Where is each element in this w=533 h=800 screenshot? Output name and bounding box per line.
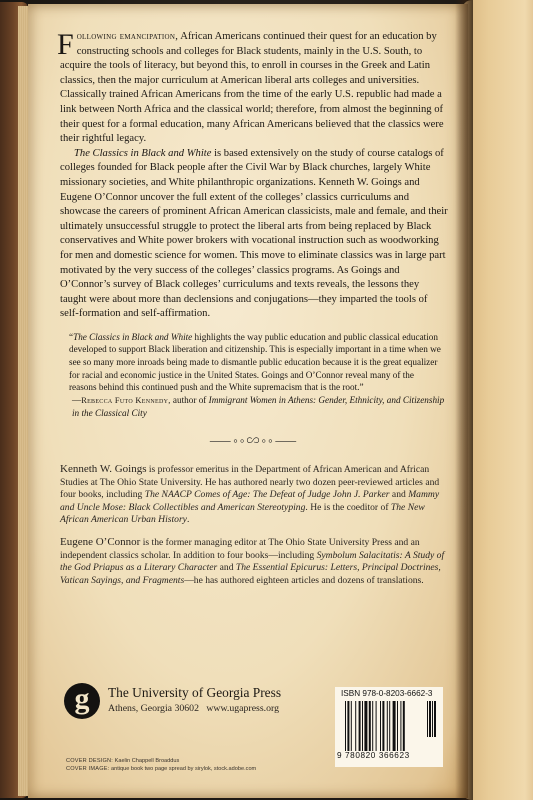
quote-open-mark: “ [69,331,74,342]
credit-image-value: antique book two page spread by sirylok, stock.adobe.com [111,766,257,772]
blurb-text-1: African Americans continued their quest for an education by constructing schools and colleges for Black students, mainly in the U.S. South, to acquire the tools of literacy, but beyond this, to enroll in courses in the Greek and Latin classics, then the major curriculum at American liberal arts colleges and universities. Classically trained African Americans from the time of the early U.S. republic had made a link between North Africa and the classical world; therefore, from almost the beginning of their quest for a formal education, many African Americans believed that the classics were their rightful legacy. [60,31,444,145]
attrib-dash: — [72,394,82,405]
bio-oconnor-book-1: Symbolum Salacitatis: A Study of the God Priapus as a Literary Character [60,549,445,574]
cover-credits [66,757,256,773]
barcode-number: 9 780820 366623 [337,751,410,760]
bio-oconnor-and: and [217,562,236,574]
credit-image-label: COVER IMAGE: [66,766,110,772]
barcode-addon-icon [427,701,441,737]
isbn-label: ISBN 978-0-8203-6662-3 [341,689,433,698]
endorsement-attribution [72,394,448,420]
blurb-text-2: is based extensively on the study of course catalogs of colleges founded for Black people after the Civil War by Black churches, largely White missionary societies, and White philanthropic organizations. Kenneth W. Goings and Eugene O’Connor uncover the full extent of the colleges’ classics curriculums and showcase the careers of prominent African American classicists, male and female, and their ultimately unsuccessful struggle to protect the liberal arts from being replaced by Black conservatives and White power brokers with vocational instruction such as woodworking for men and domestic science for women. This move to eliminate classics was in large part motivated by the very success of the colleges’ classics programs. As Goings and O’Connor’s survey of Black colleges’ curriculums and texts reveals, the lessons they taught were about more than declensions and conjugations—they imparted the tools of self-formation and self-affirmation. [60,147,448,320]
bio-goings-end: . [186,514,190,526]
bio-goings-text-1: is professor emeritus in the Department of African American and African Studies at The Ohio State University. He has authored nearly two dozen peer-reviewed articles and four books, including [60,464,440,501]
back-cover-text [57,28,448,596]
barcode-bars-icon [345,701,425,751]
publisher-address [108,703,279,714]
drop-cap: F [57,28,74,61]
bio-oconnor-text-1: is the former managing editor at The Ohio State University Press and an independent classics scholar. In addition to four books—including [60,537,420,561]
publisher-city: Athens, Georgia 30602 [108,703,199,714]
bio-goings [60,463,448,527]
lead-smallcaps: ollowing emancipation, [76,31,179,42]
quote-book-title: The Classics in Black and White [73,331,193,342]
bio-oconnor [60,536,448,587]
ornament-divider: ⸺◦◦∽◦◦⸺ [209,433,299,449]
publisher-url[interactable]: www.ugapress.org [206,703,279,714]
credit-design-value: Kaelin Chappell Broaddus [114,758,180,764]
book-title-inline: The Classics in Black and White [74,147,212,159]
attrib-name: Rebecca Futo Kennedy, [81,395,171,405]
bio-goings-and: and [389,489,409,501]
endorsement-quote [69,331,441,394]
book-gutter [455,0,473,800]
bio-goings-text-2: . He is the coeditor of [305,501,391,513]
publisher-name: The University of Georgia Press [108,685,282,700]
attrib-book: Immigrant Women in Athens: Gender, Ethnicity, and Citizenship in the Classical City [72,394,445,419]
bio-goings-book-2: Mammy and Uncle Mose: Black Collectibles and American Stereotyping [60,489,440,513]
author-name-goings: Kenneth W. Goings [60,463,147,476]
credit-design-label: COVER DESIGN: [66,758,114,764]
bio-goings-book-3: The New African American Urban History [60,501,425,526]
credit-image [66,765,256,773]
bio-oconnor-book-2: The Essential Epicurus: Letters, Principal Doctrines, Vatican Sayings, and Fragments [60,562,441,586]
publisher-logo-icon: g [64,683,100,719]
blurb-paragraph-2 [60,147,448,322]
attrib-mid: author of [170,394,209,405]
author-name-oconnor: Eugene O’Connor [60,536,141,548]
bio-oconnor-text-2: —he has authored eighteen articles and dozens of translations. [184,574,424,586]
quote-text: highlights the way public education and public classical education developed to support Black liberation and citizenship. This is especially important in a time when we see so many more inroads being made to dismantle public education because it is the great equalizer for racial and economic justice in the United States. Goings and O’Connor reveal many of the reasons behind this continued push and the White supremacism that is the root.” [69,331,441,393]
bio-goings-book-1: The NAACP Comes of Age: The Defeat of Judge John J. Parker [144,489,390,501]
credit-design [66,757,256,765]
publisher-block [64,683,314,723]
blurb-paragraph-1 [57,28,448,147]
isbn-barcode [335,687,443,767]
